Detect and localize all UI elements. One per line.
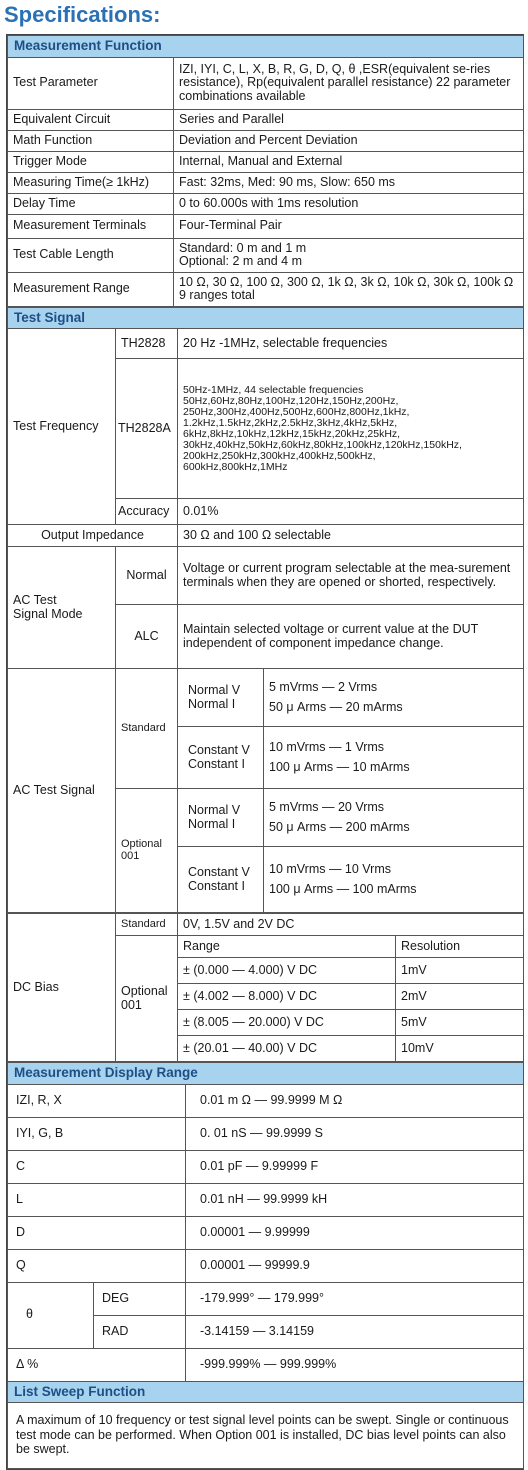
dc-range: ± (4.002 — 8.000) V DC [178, 984, 396, 1010]
output-impedance-value: 30 Ω and 100 Ω selectable [178, 525, 524, 547]
delta-value: -999.999% — 999.999% [186, 1348, 524, 1381]
spec-label: Delay Time [8, 193, 174, 214]
std-normal-v: 5 mVrms — 2 Vrms [269, 680, 378, 695]
accuracy-label: Accuracy [116, 499, 178, 525]
dc-range: ± (20.01 — 40.00) V DC [178, 1036, 396, 1062]
resolution-header: Resolution [396, 936, 524, 958]
spec-label: Measurement Terminals [8, 214, 174, 238]
rad-label: RAD [94, 1315, 186, 1348]
th2828-frequency: 20 Hz -1MHz, selectable frequencies [178, 329, 524, 359]
section-header-measurement-function: Measurement Function [8, 36, 524, 58]
range-value: 0.00001 — 9.99999 [186, 1216, 524, 1249]
const-vi-label: Constant V Constant I [178, 847, 264, 913]
deg-label: DEG [94, 1282, 186, 1315]
dc-bias-label: DC Bias [8, 914, 116, 1062]
spec-value: 0 to 60.000s with 1ms resolution [174, 193, 524, 214]
range-label: Q [8, 1249, 186, 1282]
ac-signal-label: AC Test Signal [8, 669, 116, 913]
th2828a-frequency: 50Hz-1MHz, 44 selectable frequencies 50Hz,60Hz,80Hz,100Hz,120Hz,150Hz,200Hz, 250Hz,300Hz,400Hz,500Hz,600Hz,800Hz,1kHz, 1.2kHz,1.5kHz,2kHz,2.5kHz,3kHz,4kHz,5kHz, 6kHz,8kHz,10kHz,12kHz,15kHz,20kHz,25kHz, 30kHz,40kHz,50kHz,60kHz,80kHz,100kHz,120kHz,150kHz, 200kHz,250kHz,300kHz,400kHz,500kHz, 600kHz,800kHz,1MHz [178, 359, 524, 499]
spec-value: Standard: 0 m and 1 m Optional: 2 m and 4 m [174, 238, 524, 272]
spec-label: Test Cable Length [8, 238, 174, 272]
range-value: 0.01 m Ω — 99.9999 M Ω [186, 1084, 524, 1117]
dc-standard: Standard [116, 914, 178, 936]
spec-label: Test Parameter [8, 57, 174, 109]
std-const-i: 100 μ Arms — 10 mArms [269, 759, 410, 774]
spec-table [6, 34, 524, 1470]
model-th2828: TH2828 [116, 329, 178, 359]
range-label: IZI, R, X [8, 1084, 186, 1117]
range-label: D [8, 1216, 186, 1249]
opt-normal-values [264, 789, 524, 847]
deg-value: -179.999° — 179.999° [186, 1282, 524, 1315]
spec-label: Math Function [8, 130, 174, 151]
dc-resolution: 10mV [396, 1036, 524, 1062]
normal-vi-label: Normal V Normal I [178, 789, 264, 847]
spec-value: Four-Terminal Pair [174, 214, 524, 238]
range-value: 0.01 pF — 9.99999 F [186, 1150, 524, 1183]
mode-normal-desc: Voltage or current program selectable at the mea-surement terminals when they are opened or shorted, respectively. [178, 547, 524, 605]
spec-label: Trigger Mode [8, 151, 174, 172]
spec-label: Equivalent Circuit [8, 109, 174, 130]
section-header-test-signal: Test Signal [8, 307, 524, 329]
spec-value: IZI, IYI, C, L, X, B, R, G, D, Q, θ ,ESR(equivalent se-ries resistance), Rp(equivalent parallel resistance) 22 parameter combinations available [174, 57, 524, 109]
dc-optional: Optional 001 [116, 936, 178, 1062]
opt-normal-v: 5 mVrms — 20 Vrms [269, 800, 385, 815]
mode-alc-desc: Maintain selected voltage or current value at the DUT independent of component impedance change. [178, 605, 524, 669]
mode-alc: ALC [116, 605, 178, 669]
list-sweep-description: A maximum of 10 frequency or test signal level points can be swept. Single or continuous test mode can be performed. When Option 001 is installed, DC bias level points can also be swept. [8, 1403, 524, 1469]
ac-mode-label: AC Test Signal Mode [8, 547, 116, 669]
dc-resolution: 1mV [396, 958, 524, 984]
dc-range: ± (8.005 — 20.000) V DC [178, 1010, 396, 1036]
theta-label: θ [8, 1282, 94, 1348]
section-header-display-range: Measurement Display Range [8, 1063, 524, 1085]
section-header-list-sweep: List Sweep Function [8, 1381, 524, 1403]
std-normal-i: 50 μ Arms — 20 mArms [269, 699, 403, 714]
opt-const-i: 100 μ Arms — 100 mArms [269, 881, 417, 896]
const-vi-label: Constant V Constant I [178, 727, 264, 789]
page-title: Specifications: [4, 2, 161, 27]
model-th2828a: TH2828A [116, 359, 178, 499]
opt-const-values [264, 847, 524, 913]
dc-resolution: 5mV [396, 1010, 524, 1036]
signal-optional: Optional 001 [116, 789, 178, 913]
std-const-v: 10 mVrms — 1 Vrms [269, 740, 385, 755]
range-label: L [8, 1183, 186, 1216]
rad-value: -3.14159 — 3.14159 [186, 1315, 524, 1348]
std-normal-values [264, 669, 524, 727]
spec-value: Internal, Manual and External [174, 151, 524, 172]
std-const-values [264, 727, 524, 789]
signal-standard: Standard [116, 669, 178, 789]
range-value: 0. 01 nS — 99.9999 S [186, 1117, 524, 1150]
spec-value: Series and Parallel [174, 109, 524, 130]
dc-resolution: 2mV [396, 984, 524, 1010]
range-label: C [8, 1150, 186, 1183]
dc-range: ± (0.000 — 4.000) V DC [178, 958, 396, 984]
spec-label: Measuring Time(≥ 1kHz) [8, 172, 174, 193]
delta-label: Δ % [8, 1348, 186, 1381]
dc-standard-value: 0V, 1.5V and 2V DC [178, 914, 524, 936]
range-value: 0.00001 — 99999.9 [186, 1249, 524, 1282]
spec-label: Measurement Range [8, 272, 174, 306]
test-frequency-label: Test Frequency [8, 329, 116, 525]
output-impedance-label: Output Impedance [8, 525, 178, 547]
opt-normal-i: 50 μ Arms — 200 mArms [269, 819, 410, 834]
spec-value: Fast: 32ms, Med: 90 ms, Slow: 650 ms [174, 172, 524, 193]
spec-value: 10 Ω, 30 Ω, 100 Ω, 300 Ω, 1k Ω, 3k Ω, 10k Ω, 30k Ω, 100k Ω 9 ranges total [174, 272, 524, 306]
accuracy-value: 0.01% [178, 499, 524, 525]
range-label: IYI, G, B [8, 1117, 186, 1150]
mode-normal: Normal [116, 547, 178, 605]
opt-const-v: 10 mVrms — 10 Vrms [269, 862, 392, 877]
range-value: 0.01 nH — 99.9999 kH [186, 1183, 524, 1216]
range-header: Range [178, 936, 396, 958]
normal-vi-label: Normal V Normal I [178, 669, 264, 727]
spec-value: Deviation and Percent Deviation [174, 130, 524, 151]
